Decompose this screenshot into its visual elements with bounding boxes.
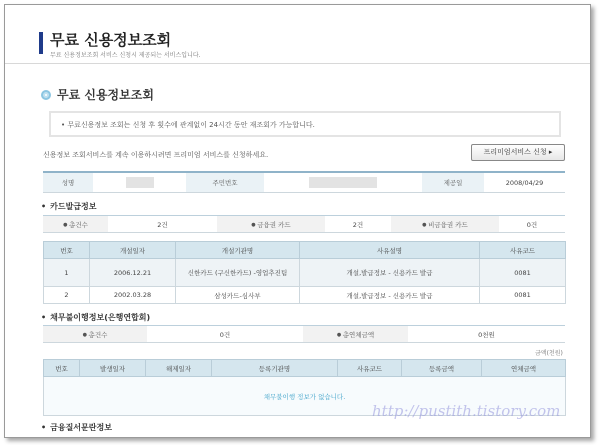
debt-amount-value: 0천원 bbox=[408, 326, 565, 343]
col-header: 등록금액 bbox=[402, 360, 482, 377]
col-header: 사유코드 bbox=[480, 242, 566, 259]
id-value bbox=[264, 172, 422, 193]
debt-section-title: • 채무불이행정보(은행연합회) bbox=[41, 313, 151, 322]
card-financial-label: ● 금융권 카드 bbox=[217, 216, 325, 233]
date-value: 2008/04/29 bbox=[484, 172, 565, 193]
col-header: 개설일자 bbox=[90, 242, 176, 259]
id-label: 주민번호 bbox=[186, 172, 264, 193]
card-total-value: 2건 bbox=[108, 216, 217, 233]
card-summary-row bbox=[43, 216, 565, 233]
debt-total-label: ● 총건수 bbox=[43, 326, 147, 343]
row-number: 1 bbox=[44, 259, 90, 287]
empty-message: 채무불이행 정보가 없습니다. bbox=[44, 377, 566, 416]
row-code: 0081 bbox=[480, 287, 566, 304]
col-header: 사유코드 bbox=[338, 360, 402, 377]
masked-name bbox=[126, 177, 154, 188]
col-header: 발생일자 bbox=[80, 360, 146, 377]
debt-summary-row bbox=[43, 326, 565, 343]
col-header: 개설기관명 bbox=[176, 242, 300, 259]
finance-section-title: • 금융질서문란정보 bbox=[41, 423, 112, 432]
user-info-table bbox=[43, 171, 565, 193]
premium-service-button[interactable]: 프리미엄서비스 신청 ▸ bbox=[471, 144, 565, 161]
card-nonfinancial-label: ● 비금융권 카드 bbox=[391, 216, 499, 233]
row-date: 2006.12.21 bbox=[90, 259, 176, 287]
date-label: 제공일 bbox=[422, 172, 484, 193]
row-code: 0081 bbox=[480, 259, 566, 287]
watermark: http://pustith.tistory.com bbox=[372, 402, 561, 420]
page-subtitle: 무료 신용정보조회 서비스 신청시 제공되는 서비스입니다. bbox=[50, 52, 201, 59]
col-header: 번호 bbox=[44, 242, 90, 259]
card-nonfinancial-value: 0건 bbox=[499, 216, 565, 233]
card-section-title: • 카드발급정보 bbox=[41, 202, 97, 211]
row-org: 삼성카드-심사부 bbox=[176, 287, 300, 304]
row-number: 2 bbox=[44, 287, 90, 304]
table-row bbox=[44, 287, 566, 304]
debt-section-label: 채무불이행정보(은행연합회) bbox=[50, 313, 151, 322]
col-header: 해제일자 bbox=[146, 360, 212, 377]
card-issuance-table bbox=[43, 241, 566, 304]
card-summary-table bbox=[43, 215, 565, 233]
debt-table-header bbox=[44, 360, 566, 377]
row-reason: 개설,발급정보 - 신용카드 발급 bbox=[300, 259, 480, 287]
premium-info-text: 신용정보 조회서비스를 계속 이용하시려면 프리미엄 서비스를 신청하세요. bbox=[43, 151, 269, 159]
card-financial-value: 2건 bbox=[325, 216, 391, 233]
col-header: 연체금액 bbox=[482, 360, 566, 377]
section-title: 무료 신용정보조회 bbox=[57, 88, 154, 102]
row-reason: 개설,발급정보 - 신용카드 발급 bbox=[300, 287, 480, 304]
card-section-label: 카드발급정보 bbox=[50, 202, 97, 211]
name-value bbox=[93, 172, 186, 193]
amount-unit-label: 금액(천원) bbox=[535, 350, 563, 357]
debt-total-value: 0건 bbox=[147, 326, 303, 343]
col-header: 등록기관명 bbox=[212, 360, 338, 377]
name-label: 성명 bbox=[43, 172, 93, 193]
title-accent-bar bbox=[39, 32, 43, 54]
section-bullet-icon bbox=[41, 90, 51, 100]
card-table-header bbox=[44, 242, 566, 259]
row-date: 2002.03.28 bbox=[90, 287, 176, 304]
page-frame bbox=[4, 4, 591, 438]
masked-id bbox=[309, 177, 377, 188]
page-title: 무료 신용정보조회 bbox=[50, 31, 172, 49]
user-info-row bbox=[43, 172, 565, 193]
page-header bbox=[5, 5, 590, 64]
row-org: 신한카드 (구신한카드) -영업추진팀 bbox=[176, 259, 300, 287]
col-header: 번호 bbox=[44, 360, 80, 377]
col-header: 사유설명 bbox=[300, 242, 480, 259]
debt-amount-label: ● 총연체금액 bbox=[303, 326, 408, 343]
notice-box bbox=[49, 111, 561, 137]
notice-text: • 무료신용정보 조회는 신청 후 횟수에 관계없이 24시간 동안 재조회가 가능합니다. bbox=[61, 121, 315, 129]
card-total-label: ● 총건수 bbox=[43, 216, 108, 233]
table-row bbox=[44, 259, 566, 287]
debt-summary-table bbox=[43, 325, 565, 343]
finance-section-label: 금융질서문란정보 bbox=[50, 423, 112, 432]
